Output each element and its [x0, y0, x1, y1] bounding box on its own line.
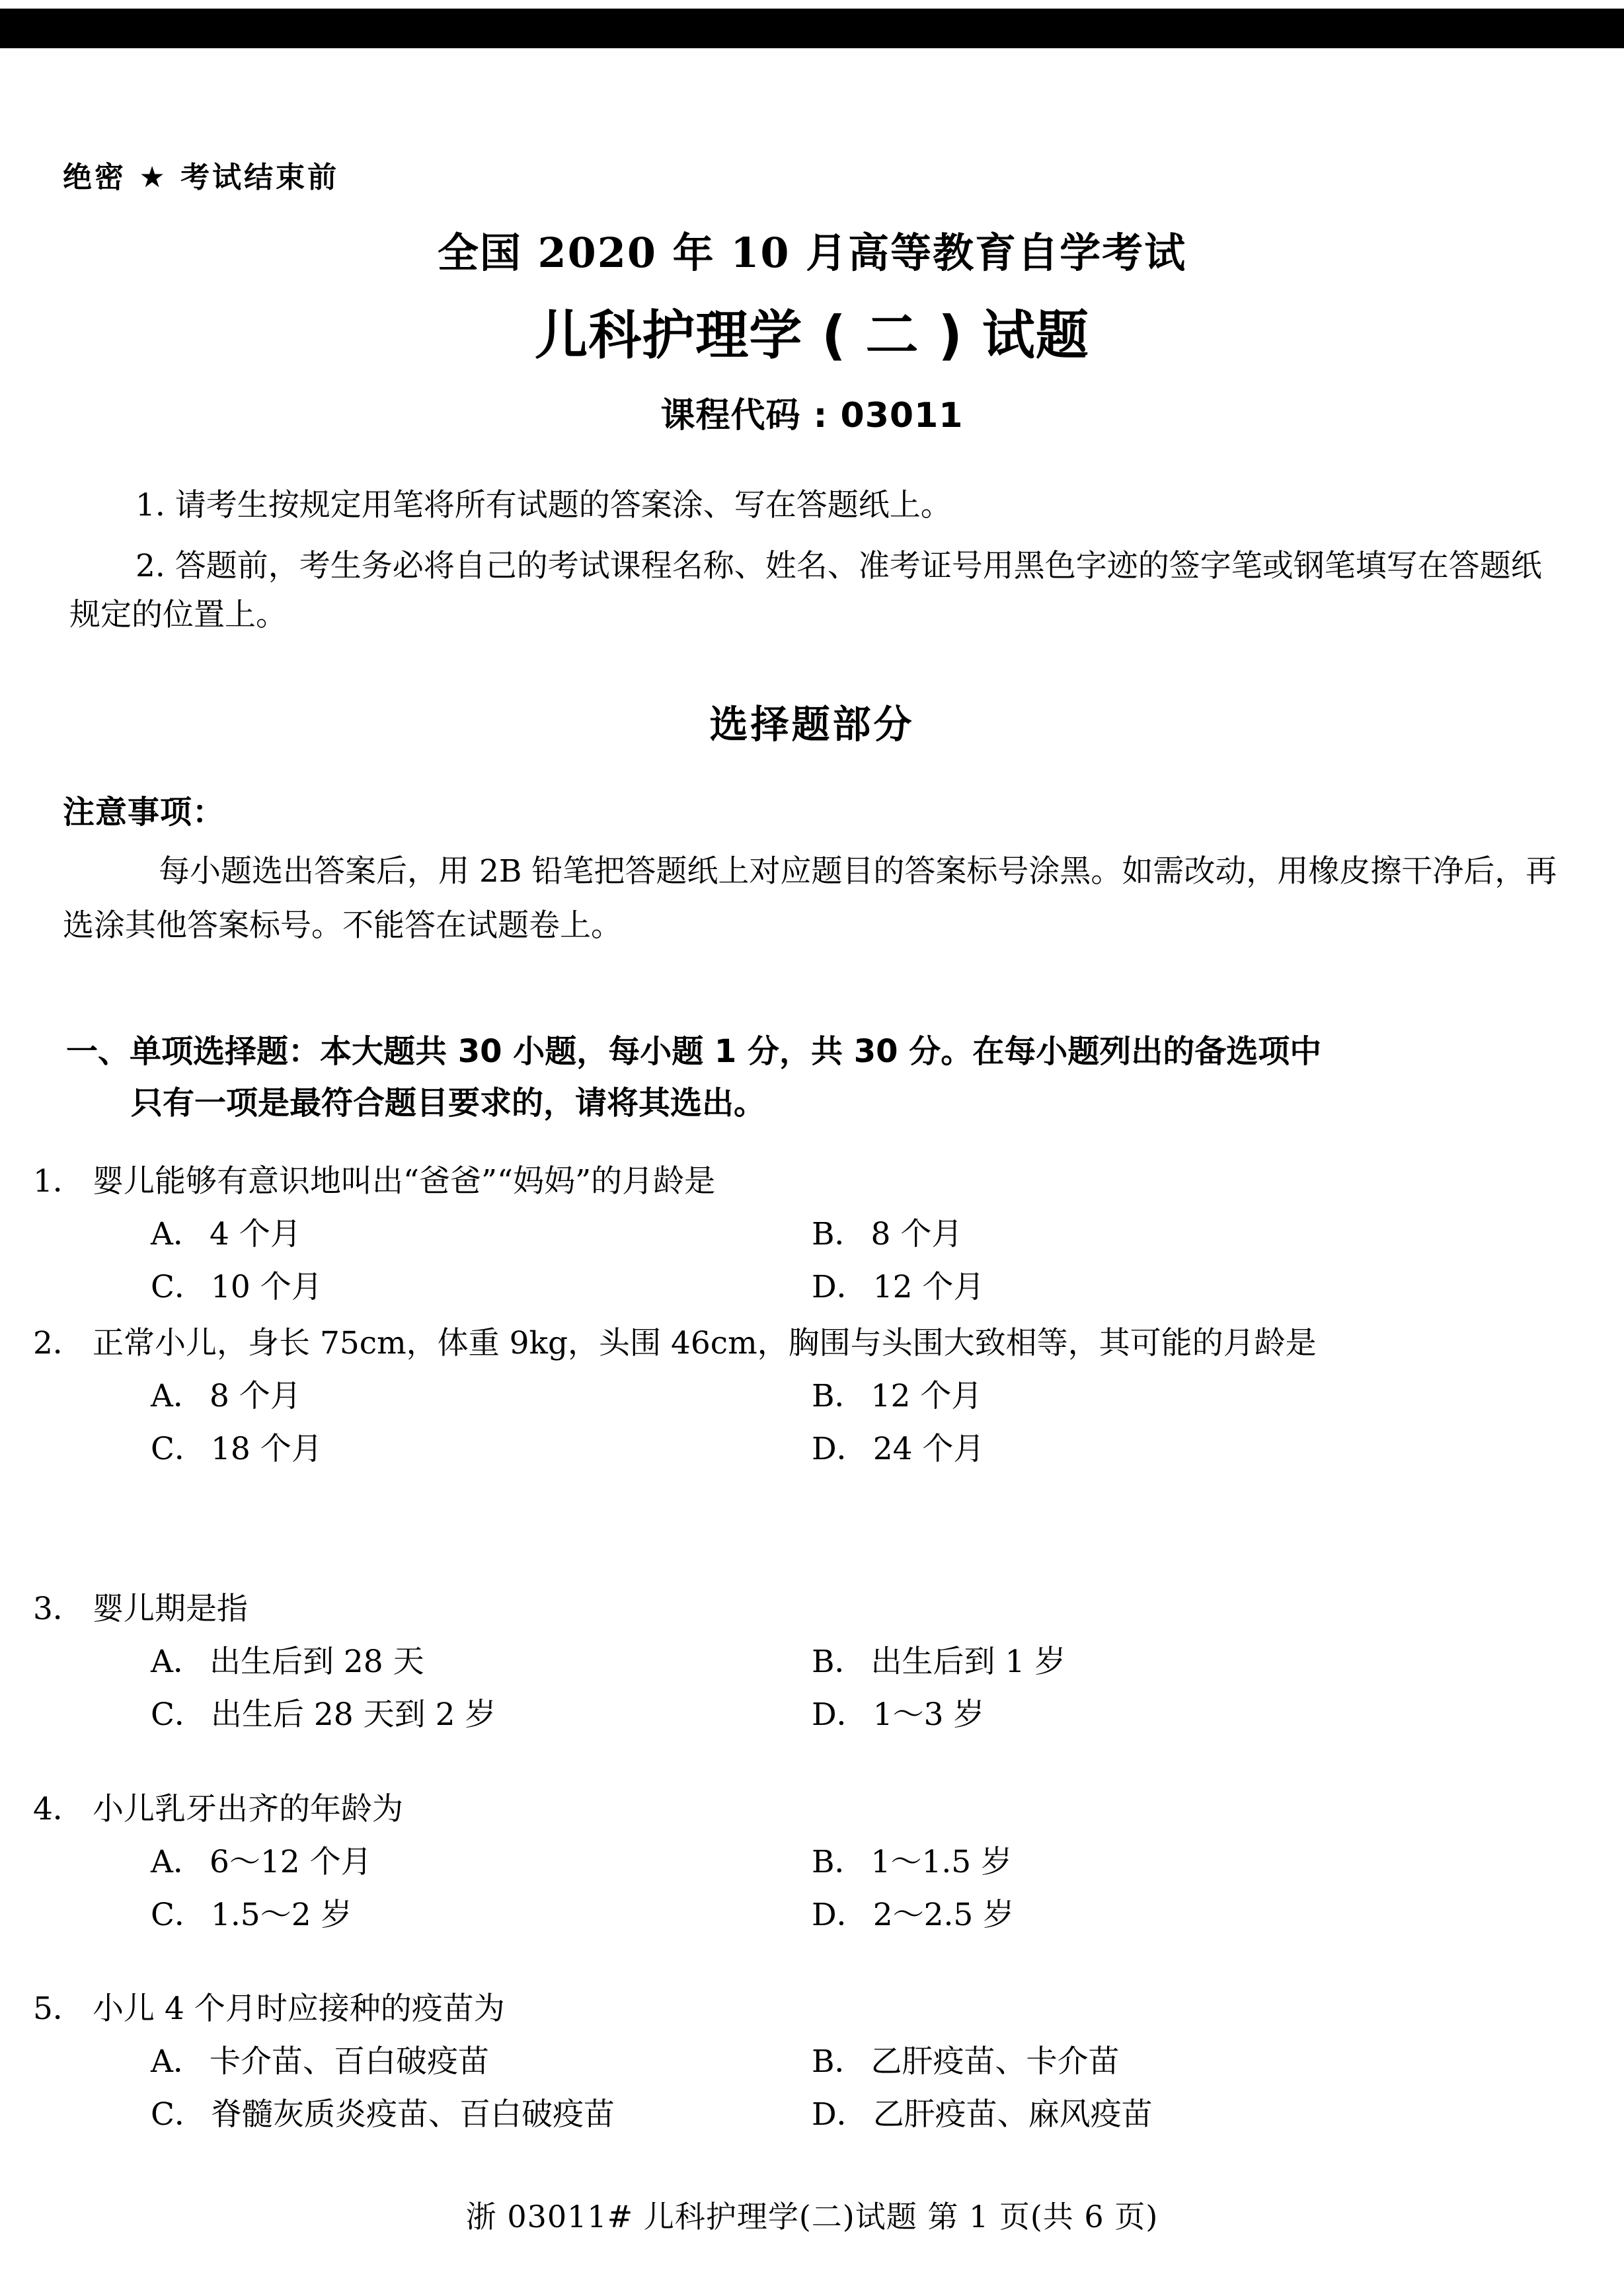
- option-b[interactable]: [812, 1836, 1012, 1889]
- option-text: 1.5～2 岁: [210, 1897, 352, 1933]
- option-row: [0, 2088, 1624, 2141]
- option-label: B．: [812, 1216, 866, 1252]
- secret-notice: 绝密 ★ 考试结束前: [63, 161, 340, 194]
- option-label: A．: [151, 1844, 204, 1880]
- question-text: 小儿乳牙出齐的年龄为: [93, 1791, 403, 1827]
- option-text: 出生后到 28 天: [209, 1644, 424, 1680]
- page-footer: 浙 03011# 儿科护理学(二)试题 第 1 页(共 6 页): [465, 2199, 1159, 2234]
- option-label: B．: [812, 1378, 866, 1414]
- option-d[interactable]: [812, 1889, 1014, 1942]
- option-a[interactable]: [151, 1636, 424, 1689]
- option-a[interactable]: [151, 2036, 489, 2088]
- option-label: D．: [812, 2096, 868, 2133]
- head-instruction-2: 2. 答题前，考生务必将自己的考试课程名称、姓名、准考证号用黑色字迹的签字笔或钢笔填写在答题纸规定的位置上。: [69, 548, 1542, 633]
- option-row: [0, 1370, 1624, 1423]
- option-label: A．: [151, 2043, 204, 2080]
- question-stem: 5． 小儿 4 个月时应接种的疫苗为: [33, 1991, 505, 2027]
- part-one-heading-line1: 一、单项选择题：本大题共 30 小题，每小题 1 分，共 30 分。在每小题列出的备选项中: [66, 1033, 1322, 1070]
- option-row: [0, 1208, 1624, 1261]
- notice-body: 每小题选出答案后，用 2B 铅笔把答题纸上对应题目的答案标号涂黑。如需改动，用橡皮擦干净后，再选涂其他答案标号。不能答在试题卷上。: [63, 853, 1557, 944]
- option-c[interactable]: [151, 1689, 496, 1741]
- option-b[interactable]: [812, 1370, 982, 1423]
- option-a[interactable]: [151, 1836, 372, 1889]
- part-one-heading: [66, 1026, 1573, 1129]
- option-text: 10 个月: [210, 1269, 323, 1305]
- page-title-subject: 儿科护理学 ( 二 ) 试题: [535, 305, 1089, 366]
- question-stem: 2． 正常小儿，身长 75cm，体重 9kg，头围 46cm，胸围与头围大致相等，其可能的月龄是: [33, 1325, 1317, 1361]
- option-label: D．: [812, 1269, 868, 1305]
- option-row: [0, 1836, 1624, 1889]
- option-text: 出生后 28 天到 2 岁: [210, 1697, 496, 1733]
- question-block: [0, 1317, 1624, 1476]
- question-text: 正常小儿，身长 75cm，体重 9kg，头围 46cm，胸围与头围大致相等，其可能的月龄是: [93, 1325, 1317, 1361]
- option-text: 12 个月: [872, 1269, 985, 1305]
- option-text: 乙肝疫苗、卡介苗: [870, 2043, 1120, 2080]
- option-row: [0, 1889, 1624, 1942]
- option-text: 脊髓灰质炎疫苗、百白破疫苗: [210, 2096, 615, 2133]
- option-label: B．: [812, 1644, 866, 1680]
- option-label: A．: [151, 1216, 204, 1252]
- option-label: D．: [812, 1697, 868, 1733]
- notice-label: 注意事项：: [63, 794, 225, 831]
- option-label: B．: [812, 1844, 866, 1880]
- option-text: 2～2.5 岁: [872, 1897, 1015, 1933]
- question-stem: 1． 婴儿能够有意识地叫出“爸爸”“妈妈”的月龄是: [33, 1163, 716, 1200]
- question-text: 婴儿期是指: [93, 1591, 248, 1627]
- section-header-choice: 选择题部分: [709, 702, 915, 747]
- option-row: [0, 1261, 1624, 1314]
- option-label: D．: [812, 1897, 868, 1933]
- option-d[interactable]: [812, 1423, 984, 1476]
- option-label: C．: [151, 1697, 206, 1733]
- option-text: 1～1.5 岁: [870, 1844, 1013, 1880]
- question-stem: 3． 婴儿期是指: [33, 1591, 248, 1627]
- option-b[interactable]: [812, 1636, 1065, 1689]
- option-text: 12 个月: [870, 1378, 983, 1414]
- option-label: C．: [151, 1897, 206, 1933]
- question-block: [0, 1783, 1624, 1942]
- option-text: 18 个月: [210, 1431, 323, 1467]
- option-b[interactable]: [812, 2036, 1120, 2088]
- option-text: 卡介苗、百白破疫苗: [209, 2043, 489, 2080]
- question-text: 小儿 4 个月时应接种的疫苗为: [93, 1991, 505, 2027]
- option-c[interactable]: [151, 1423, 323, 1476]
- option-d[interactable]: [812, 1261, 984, 1314]
- option-label: D．: [812, 1431, 868, 1467]
- option-row: [0, 2036, 1624, 2088]
- option-d[interactable]: [812, 2088, 1153, 2141]
- option-c[interactable]: [151, 1889, 352, 1942]
- question-text: 婴儿能够有意识地叫出“爸爸”“妈妈”的月龄是: [93, 1163, 716, 1200]
- option-row: [0, 1689, 1624, 1741]
- option-a[interactable]: [151, 1370, 301, 1423]
- part-one-heading-line2: 只有一项是最符合题目要求的，请将其选出。: [131, 1085, 766, 1122]
- option-text: 8 个月: [209, 1378, 301, 1414]
- option-label: C．: [151, 1269, 206, 1305]
- option-text: 乙肝疫苗、麻风疫苗: [872, 2096, 1153, 2133]
- option-a[interactable]: [151, 1208, 301, 1261]
- option-c[interactable]: [151, 2088, 615, 2141]
- option-row: [0, 1636, 1624, 1689]
- question-block: [0, 1155, 1624, 1314]
- option-label: A．: [151, 1378, 204, 1414]
- option-text: 4 个月: [209, 1216, 301, 1252]
- question-block: [0, 1583, 1624, 1741]
- option-label: A．: [151, 1644, 204, 1680]
- option-label: C．: [151, 2096, 206, 2133]
- option-label: C．: [151, 1431, 206, 1467]
- option-c[interactable]: [151, 1261, 323, 1314]
- option-text: 6～12 个月: [209, 1844, 372, 1880]
- question-block: [0, 1983, 1624, 2141]
- option-label: B．: [812, 2043, 866, 2080]
- option-text: 24 个月: [872, 1431, 985, 1467]
- option-d[interactable]: [812, 1689, 984, 1741]
- course-code: 课程代码 : 03011: [660, 396, 964, 436]
- head-instruction-1: 1. 请考生按规定用笔将所有试题的答案涂、写在答题纸上。: [135, 487, 952, 523]
- option-b[interactable]: [812, 1208, 962, 1261]
- option-text: 出生后到 1 岁: [870, 1644, 1066, 1680]
- page-title-main: 全国 2020 年 10 月高等教育自学考试: [437, 229, 1187, 277]
- top-black-bar: [0, 9, 1624, 48]
- question-stem: 4． 小儿乳牙出齐的年龄为: [33, 1791, 403, 1827]
- option-row: [0, 1423, 1624, 1476]
- option-text: 8 个月: [870, 1216, 963, 1252]
- option-text: 1～3 岁: [872, 1697, 985, 1733]
